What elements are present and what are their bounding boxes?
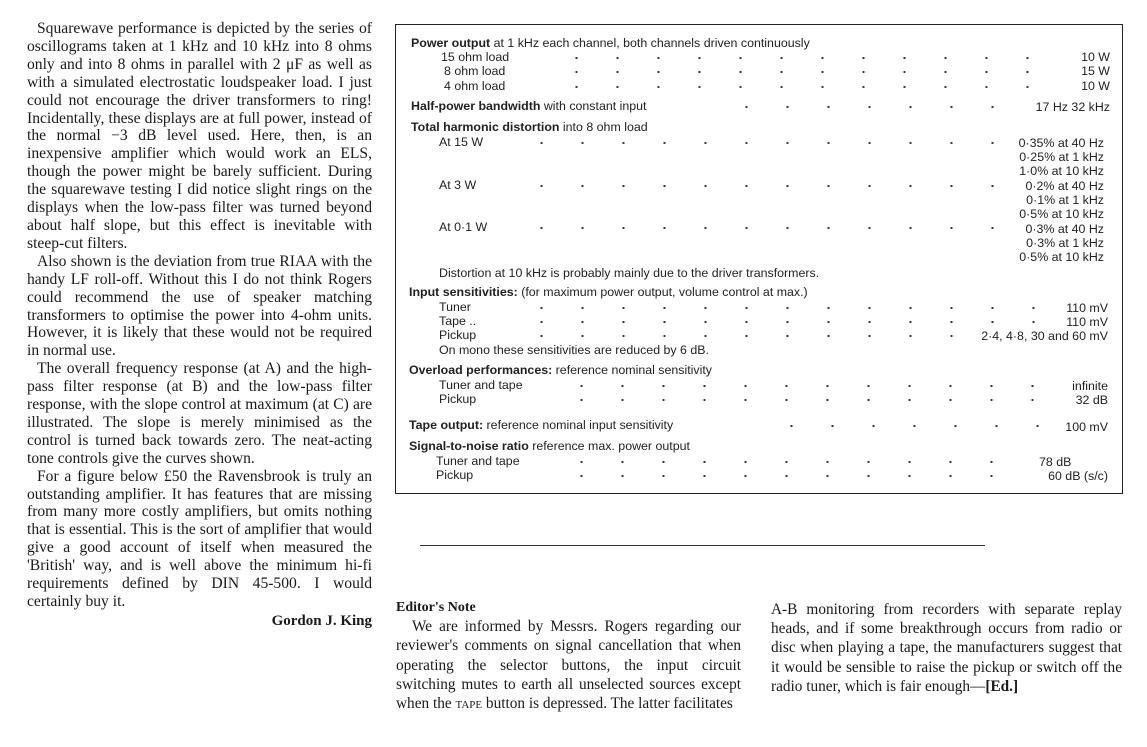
dot-leader bbox=[521, 332, 961, 340]
dot-leader bbox=[561, 458, 1006, 466]
dot-leader bbox=[521, 139, 1001, 147]
overload-value-pickup: 32 dB bbox=[1075, 393, 1108, 407]
editors-note-text-part-2: button is depressed. The latter facilitates bbox=[482, 695, 733, 713]
dot-leader bbox=[521, 182, 1001, 190]
input-label-pickup: Pickup bbox=[439, 328, 477, 342]
editors-note-continuation bbox=[771, 600, 1122, 696]
power-output-title: Power output bbox=[411, 36, 491, 50]
tape-output-heading bbox=[409, 418, 673, 432]
snr-value-tuner-tape: 78 dB bbox=[1039, 455, 1072, 469]
dot-leader bbox=[771, 422, 1041, 430]
thd-heading bbox=[411, 120, 648, 134]
editors-note-text bbox=[396, 617, 741, 713]
spec-value-15-ohm: 10 W bbox=[1081, 50, 1110, 64]
snr-note: reference max. power output bbox=[528, 439, 690, 453]
dot-leader bbox=[726, 103, 1006, 111]
half-power-note: with constant input bbox=[540, 99, 647, 113]
spec-label-4-ohm: 4 ohm load bbox=[444, 79, 506, 93]
thd-value: 0·5% at 10 kHz bbox=[1019, 250, 1104, 264]
thd-title: Total harmonic distortion bbox=[411, 120, 560, 134]
thd-value: 1·0% at 10 kHz bbox=[1019, 164, 1104, 178]
tape-button-word: tape bbox=[455, 695, 483, 713]
editors-note-text-part-1: We are informed by Messrs. Rogers regarding our reviewer's comments on signal cancellation that when operating the selector buttons, the input circuit switching mutes to earth all unselected sources except when the bbox=[396, 618, 741, 713]
author-signature: Gordon J. King bbox=[271, 612, 372, 629]
input-footnote: On mono these sensitivities are reduced by 6 dB. bbox=[439, 343, 709, 357]
overload-value-tuner-tape: infinite bbox=[1072, 379, 1108, 393]
input-sens-title: Input sensitivities: bbox=[409, 285, 518, 299]
spec-value-8-ohm: 15 W bbox=[1081, 64, 1110, 78]
overload-note: reference nominal sensitivity bbox=[552, 363, 713, 377]
spec-label-15-ohm: 15 ohm load bbox=[441, 50, 510, 64]
half-power-heading bbox=[411, 99, 646, 113]
thd-value: 0·25% at 1 kHz bbox=[1019, 150, 1104, 164]
thd-label-15w: At 15 W bbox=[439, 135, 484, 149]
thd-value: 0·2% at 40 Hz bbox=[1025, 179, 1104, 193]
thd-value: 0·3% at 1 kHz bbox=[1026, 236, 1104, 250]
snr-value-pickup: 60 dB (s/c) bbox=[1048, 469, 1108, 483]
input-sensitivities-heading bbox=[409, 285, 808, 299]
input-value-pickup: 2·4, 4·8, 30 and 60 mV bbox=[981, 329, 1108, 343]
section-divider bbox=[420, 545, 985, 546]
dot-leader bbox=[556, 68, 1066, 76]
thd-footnote: Distortion at 10 kHz is probably mainly due to the driver transformers. bbox=[439, 266, 820, 280]
overload-heading bbox=[409, 363, 712, 377]
snr-heading bbox=[409, 439, 690, 453]
input-sens-note: (for maximum power output, volume control at max.) bbox=[517, 285, 808, 299]
thd-value: 0·35% at 40 Hz bbox=[1018, 136, 1104, 150]
thd-value: 0·1% at 1 kHz bbox=[1026, 193, 1104, 207]
article-paragraph-3: The overall frequency response (at A) and the high-pass filter response (at B) and the low-pass filter response, with the slope control at maximum (at C) are illustrated. The slope is merely minimised as the control is turned back towards zero. The neat-acting tone controls give the curves shown. bbox=[27, 360, 372, 467]
input-value-tape: 110 mV bbox=[1066, 315, 1108, 329]
power-output-note: at 1 kHz each channel, both channels driven continuously bbox=[490, 36, 810, 50]
editors-note-continuation-text: A-B monitoring from recorders with separate replay heads, and if some breakthrough occurs from radio or disc when playing a tape, the manufacturers suggest that it would be sensible to raise the pickup or switch off the radio tuner, which is fair enough— bbox=[771, 601, 1122, 695]
tape-output-title: Tape output: bbox=[409, 418, 484, 432]
spec-label-8-ohm: 8 ohm load bbox=[444, 64, 506, 78]
specifications-box bbox=[395, 24, 1123, 494]
dot-leader bbox=[521, 224, 1001, 232]
overload-label-tuner-tape: Tuner and tape bbox=[439, 378, 523, 392]
overload-title: Overload performances: bbox=[409, 363, 553, 377]
editors-note-right-column bbox=[771, 600, 1122, 696]
snr-label-tuner-tape: Tuner and tape bbox=[436, 454, 520, 468]
article-paragraph-4: For a figure below £50 the Ravensbrook is truly an outstanding amplifier. It has features that are missing from many more costly amplifiers, but omits nothing that is essential. This is the sort of amplifier that would give a good account of itself when measured the 'British' way, and is well above the minimum hi-fi requirements defined by DIN 45-500. I would certainly buy it. bbox=[27, 467, 372, 610]
thd-value: 0·5% at 10 kHz bbox=[1019, 207, 1104, 221]
dot-leader bbox=[556, 54, 1066, 62]
input-value-tuner: 110 mV bbox=[1066, 301, 1108, 315]
dot-leader bbox=[561, 382, 1041, 390]
half-power-title: Half-power bandwidth bbox=[411, 99, 541, 113]
overload-label-pickup: Pickup bbox=[439, 392, 477, 406]
thd-value: 0·3% at 40 Hz bbox=[1025, 222, 1104, 236]
tape-output-value: 100 mV bbox=[1065, 420, 1108, 434]
snr-label-pickup: Pickup bbox=[436, 468, 474, 482]
thd-note: into 8 ohm load bbox=[559, 120, 648, 134]
thd-label-3w: At 3 W bbox=[439, 178, 477, 192]
dot-leader bbox=[521, 304, 1051, 312]
dot-leader bbox=[561, 396, 1041, 404]
article-paragraph-1: Squarewave performance is depicted by the series of oscillograms taken at 1 kHz and 10 kHz into 8 ohms only and into 8 ohms in parallel with 2 μF as well as with a simulated electrostatic loudspeaker load. I just could not encourage the driver transformers to ring! Incidentally, these displays are at full power, instead of the normal −3 dB level used. Here, then, is an inexpensive amplifier which would work an ELS, though the power might be barely sufficient. During the squarewave testing I did notice slight rings on the displays when the low-pass filter was turned beyond about half slope, but this effect is inevitable with steep-cut filters. bbox=[27, 20, 372, 252]
tape-output-note: reference nominal input sensitivity bbox=[483, 418, 674, 432]
power-output-heading bbox=[411, 36, 810, 50]
dot-leader bbox=[556, 83, 1066, 91]
thd-label-0-1w: At 0·1 W bbox=[439, 220, 488, 234]
snr-title: Signal-to-noise ratio bbox=[409, 439, 529, 453]
dot-leader bbox=[561, 472, 1006, 480]
input-label-tuner: Tuner bbox=[439, 300, 471, 314]
editors-note-heading: Editor's Note bbox=[396, 600, 476, 615]
article-column bbox=[27, 20, 372, 631]
spec-value-4-ohm: 10 W bbox=[1081, 79, 1110, 93]
half-power-value: 17 Hz 32 kHz bbox=[1035, 100, 1110, 114]
editors-note-left-column bbox=[396, 598, 741, 713]
dot-leader bbox=[521, 318, 1051, 326]
article-paragraph-2: Also shown is the deviation from true RIAA with the handy LF roll-off. Without this I do not think Rogers could recommend the use of speaker matching transformers to optimise the power into 4-ohm units. However, it is likely that these would not be required in normal use. bbox=[27, 252, 372, 360]
editors-signoff: [Ed.] bbox=[985, 677, 1019, 695]
input-label-tape: Tape .. bbox=[439, 314, 477, 328]
